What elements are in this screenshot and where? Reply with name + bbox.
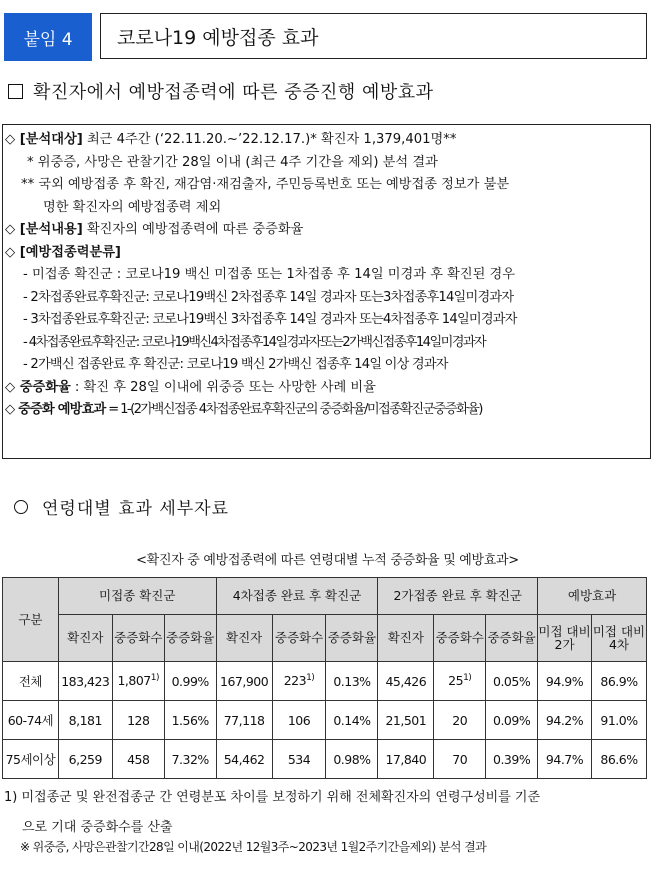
attachment-title: 코로나19 예방접종 효과 (100, 13, 647, 59)
table-group-header: 예방효과 (538, 578, 647, 615)
table-subheader: 확진자 (58, 615, 112, 662)
table-cell: 167,900 (216, 662, 272, 701)
age-group-table (2, 577, 647, 779)
table-cell: 0.14% (326, 701, 378, 740)
note-line: ◇ [분석내용] 확진자의 예방접종력에 따른 중증화율 (5, 222, 304, 237)
table-cell: 1.56% (164, 701, 216, 740)
note-line: ** 국외 예방접종 후 확진, 재감염·재검출자, 주민등록번호 또는 예방접종 정보가 불분 (21, 177, 510, 192)
table-cell: 0.13% (326, 662, 378, 701)
note-line: ◇ [분석대상] 최근 4주간 (‘22.11.20.~’22.12.17.)* 확진자 1,379,401명** (5, 132, 457, 147)
table-cell: 17,840 (378, 740, 434, 779)
table-subheader: 중증화율 (164, 615, 216, 662)
table-cell: 183,423 (58, 662, 112, 701)
table-cell: 21,501 (378, 701, 434, 740)
table-cell: 77,118 (216, 701, 272, 740)
table-row (3, 740, 647, 779)
table-cell: 94.7% (538, 740, 592, 779)
row-label: 전체 (3, 662, 59, 701)
square-bullet-icon (8, 84, 23, 99)
table-cell: 8,181 (58, 701, 112, 740)
note-line: ◇ 중증화율 : 확진 후 28일 이내에 위중증 또는 사망한 사례 비율 (5, 379, 376, 395)
table-cell: 86.9% (591, 662, 646, 701)
table-cell: 94.2% (538, 701, 592, 740)
table-row (3, 662, 647, 701)
table-cell: 128 (112, 701, 164, 740)
note-line: 명한 확진자의 예방접종력 제외 (43, 199, 222, 215)
circle-bullet-icon (14, 500, 28, 514)
table-subheader: 미접 대비 4차 (591, 615, 646, 662)
table-cell: 45,426 (378, 662, 434, 701)
note-line: - 2차접종완료후확진군: 코로나19백신 2차접종후 14일 경과자 또는3차접종후14일미경과자 (23, 289, 514, 305)
table-group-header: 미접종 확진군 (58, 578, 216, 615)
table-cell: 20 (434, 701, 486, 740)
footnote-1: 1) 미접종군 및 완전접종군 간 연령분포 차이를 보정하기 위해 전체확진자의 연령구성비를 기준 (4, 790, 541, 805)
table-cell: 70 (434, 740, 486, 779)
table-cell: 0.05% (486, 662, 538, 701)
footnote-note: ※ 위중증, 사망은관찰기간28일 이내(2022년 12월3주~2023년 1월2주기간을제외) 분석 결과 (20, 840, 487, 854)
table-cell: 106 (272, 701, 326, 740)
table-cell: 0.99% (164, 662, 216, 701)
note-line: - 4차접종완료후확진군: 코로나19백신4차접종후14일경과자또는2가백신접종후14일미경과자 (23, 334, 486, 350)
table-subheader: 미접 대비 2가 (538, 615, 592, 662)
table-cell: 534 (272, 740, 326, 779)
table-cell: 0.09% (486, 701, 538, 740)
analysis-notes-box (2, 124, 651, 459)
subheading-text: 연령대별 효과 세부자료 (42, 499, 230, 519)
section-heading (8, 78, 434, 104)
table-cell: 1,807$^{1)}$ (112, 662, 164, 701)
table-cell: 6,259 (58, 740, 112, 779)
note-line: * 위중증, 사망은 관찰기간 28일 이내 (최근 4주 기간을 제외) 분석 결과 (27, 154, 438, 170)
attachment-tag: 붙임 4 (4, 13, 92, 61)
table-subheader: 중증화율 (326, 615, 378, 662)
table-caption: <확진자 중 예방접종력에 따른 연령대별 누적 중증화율 및 예방효과> (136, 553, 519, 568)
table-cell: 0.98% (326, 740, 378, 779)
table-header-category: 구분 (3, 578, 59, 662)
note-line: - 2가백신 접종완료 후 확진군: 코로나19 백신 2가백신 접종후 14일 이상 경과자 (23, 357, 448, 372)
table-group-header: 2가접종 완료 후 확진군 (378, 578, 538, 615)
table-cell: 7.32% (164, 740, 216, 779)
table-cell: 458 (112, 740, 164, 779)
table-subheader: 중증화수 (434, 615, 486, 662)
note-line: ◇ 중증화 예방효과 = 1-(2가백신접종 4차접종완료후확진군의 중증화율/미접종확진군중증화율) (5, 402, 482, 417)
section-heading-text: 확진자에서 예방접종력에 따른 중증진행 예방효과 (33, 82, 434, 103)
table-subheader: 확진자 (216, 615, 272, 662)
table-cell: 0.39% (486, 740, 538, 779)
table-group-header: 4차접종 완료 후 확진군 (216, 578, 378, 615)
table-subheader: 확진자 (378, 615, 434, 662)
note-line: ◇ [예방접종력분류] (5, 244, 121, 260)
table-subheader: 중증화수 (272, 615, 326, 662)
note-line: - 3차접종완료후확진군: 코로나19백신 3차접종후 14일 경과자 또는4차접종후 14일미경과자 (23, 312, 517, 327)
row-label: 75세이상 (3, 740, 59, 779)
table-cell: 86.6% (591, 740, 646, 779)
row-label: 60-74세 (3, 701, 59, 740)
table-cell: 91.0% (591, 701, 646, 740)
subheading (14, 494, 229, 519)
header (4, 13, 647, 61)
table-subheader: 중증화율 (486, 615, 538, 662)
table-cell: 223$^{1)}$ (272, 662, 326, 701)
footnote-1-cont: 으로 기대 중증화수를 산출 (22, 820, 173, 835)
table-cell: 25$^{1)}$ (434, 662, 486, 701)
table-cell: 94.9% (538, 662, 592, 701)
table-cell: 54,462 (216, 740, 272, 779)
note-line: - 미접종 확진군 : 코로나19 백신 미접종 또는 1차접종 후 14일 미경과 후 확진된 경우 (23, 267, 516, 282)
table-subheader: 중증화수 (112, 615, 164, 662)
table-row (3, 701, 647, 740)
